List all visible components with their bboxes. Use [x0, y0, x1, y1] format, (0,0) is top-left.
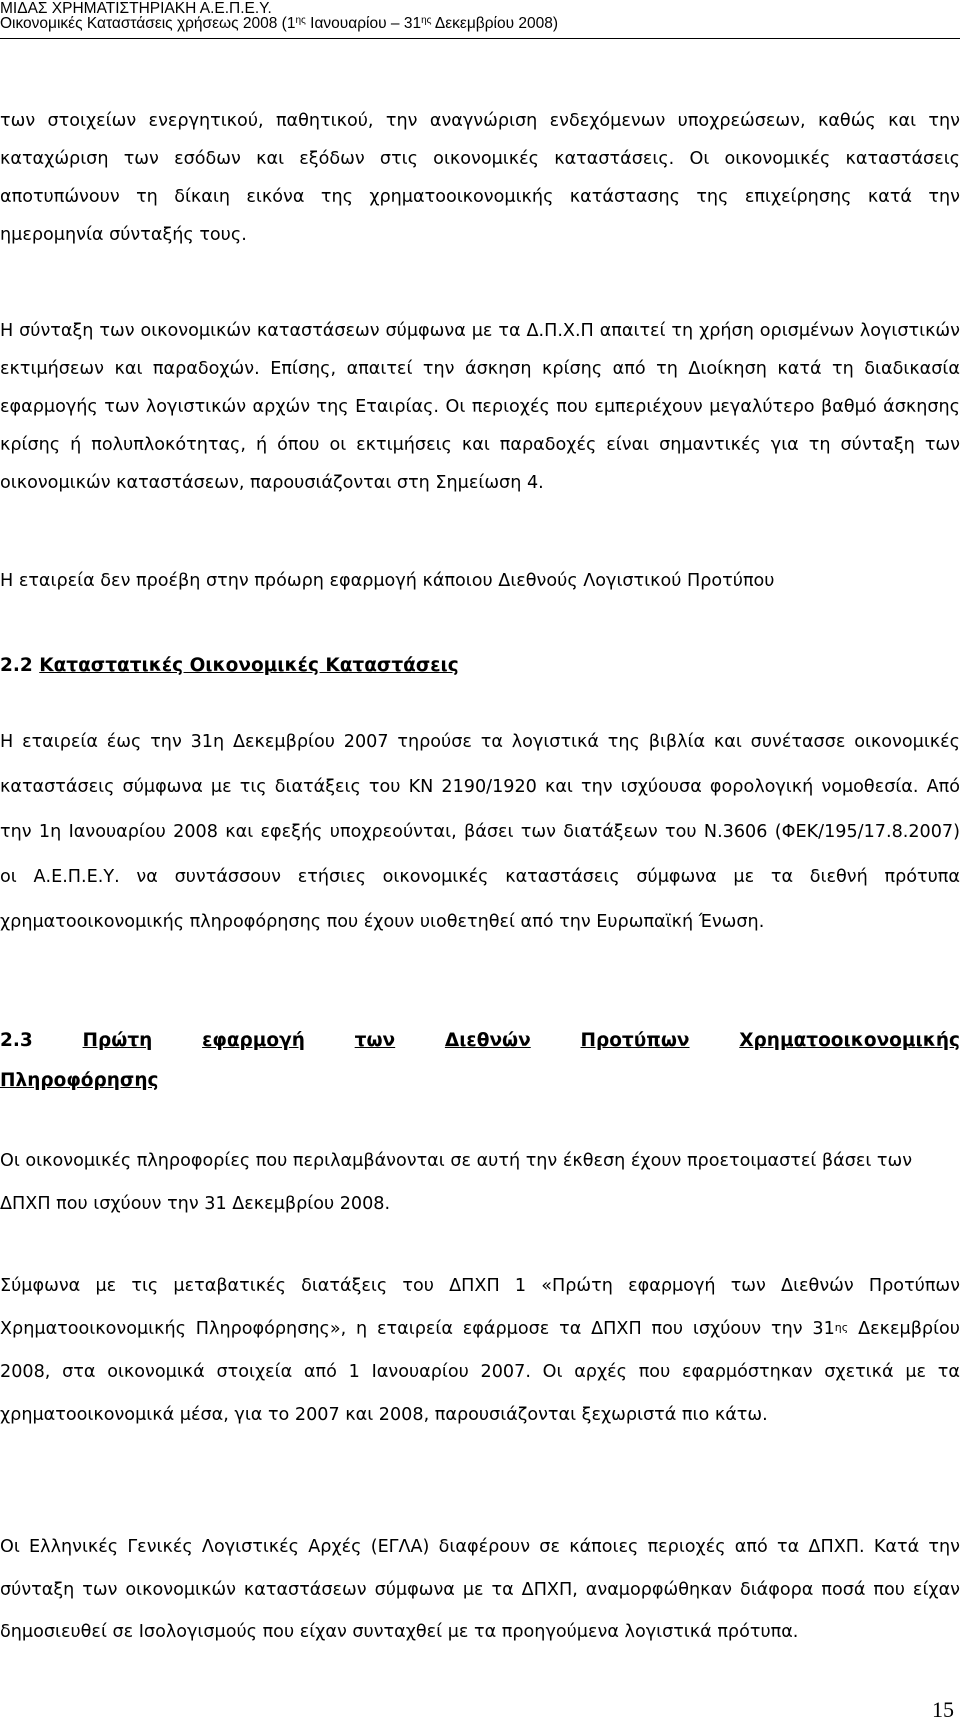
paragraph-ifrs-judgements: Η σύνταξη των οικονομικών καταστάσεων σύμφωνα με τα Δ.Π.Χ.Π απαιτεί τη χρήση ορισμένων λογιστικών εκτιμήσεων και παραδοχών. Επίσης, απαιτεί την άσκηση κρίσης από τη Διοίκηση κατά τη διαδικασία εφαρμογής των λογιστικών αρχών της Εταιρίας. Οι περιοχές που εμπεριέχουν μεγαλύτερο βαθμό άσκησης κρίσης ή πολυπλοκότητας, ή όπου οι εκτιμήσεις και παραδοχές είναι σημαντικές για τη σύνταξη των οικονομικών καταστάσεων, παρουσιάζονται στη Σημείωση 4.: [0, 321, 960, 493]
header-subtitle: Οικονομικές Καταστάσεις χρήσεως 2008 ($1^{\eta\varsigma}$ Ιανουαρίου – $31^{\eta\varsigma}$ Δεκεμβρίου 2008): [0, 15, 558, 32]
paragraph-ifrs-basis: Οι οικονομικές πληροφορίες που περιλαμβάνονται σε αυτή την έκθεση έχουν προετοιμαστεί βάσει των ΔΠΧΠ που ισχύουν την 31 Δεκεμβρίου 2008.: [0, 1151, 913, 1214]
header-divider: [0, 38, 960, 39]
section-heading-2-3: 2.3 Πρώτη εφαρμογή των Διεθνών Προτύπων Χρηματοοικονομικής Πληροφόρησης: [0, 1030, 960, 1091]
paragraph-statutory: Η εταιρεία έως την 31η Δεκεμβρίου 2007 τηρούσε τα λογιστικά της βιβλία και συνέτασσε οικονομικές καταστάσεις σύμφωνα με τις διατάξεις του ΚΝ 2190/1920 και την ισχύουσα φορολογική νομοθεσία. Από την 1η Ιανουαρίου 2008 και εφεξής υποχρεούνται, βάσει των διατάξεων του Ν.3606 (ΦΕΚ/195/17.8.2007) οι Α.Ε.Π.Ε.Υ. να συντάσσουν ετήσιες οικονομικές καταστάσεις σύμφωνα με τα διεθνή πρότυπα χρηματοοικονομικής πληροφόρησης που έχουν υιοθετηθεί από την Ευρωπαϊκή Ένωση.: [0, 732, 960, 932]
paragraph-early-adoption: Η εταιρεία δεν προέβη στην πρόωρη εφαρμογή κάποιου Διεθνούς Λογιστικού Προτύπου: [0, 571, 775, 591]
paragraph-gaap-differences: Οι Ελληνικές Γενικές Λογιστικές Αρχές (ΕΓΛΑ) διαφέρουν σε κάποιες περιοχές από τα ΔΠΧΠ. Κατά την σύνταξη των οικονομικών καταστάσεων σύμφωνα με τα ΔΠΧΠ, αναμορφώθηκαν διάφορα ποσά που είχαν δημοσιευθεί σε Ισολογισμούς που είχαν συνταχθεί με τα προηγούμενα λογιστικά πρότυπα.: [0, 1537, 960, 1642]
section-heading-2-2: 2.2 Καταστατικές Οικονομικές Καταστάσεις: [0, 655, 459, 676]
page-number: 15: [932, 1697, 954, 1722]
paragraph-estimates: των στοιχείων ενεργητικού, παθητικού, την αναγνώριση ενδεχόμενων υποχρεώσεων, καθώς και την καταχώριση των εσόδων και εξόδων στις οικονομικές καταστάσεις. Οι οικονομικές καταστάσεις αποτυπώνουν τη δίκαιη εικόνα της χρηματοοικονομικής κατάστασης της επιχείρησης κατά την ημερομηνία σύνταξής τους.: [0, 111, 960, 245]
header-company: ΜΙΔΑΣ ΧΡΗΜΑΤΙΣΤΗΡΙΑΚΗ Α.Ε.Π.Ε.Υ.: [0, 0, 272, 17]
paragraph-transition: Σύμφωνα με τις μεταβατικές διατάξεις του ΔΠΧΠ 1 «Πρώτη εφαρμογή των Διεθνών Προτύπων Χρηματοοικονομικής Πληροφόρησης», η εταιρεία εφάρμοσε τα ΔΠΧΠ που ισχύουν την $31^{\eta\varsigma}$ Δεκεμβρίου 2008, στα οικονομικά στοιχεία από 1 Ιανουαρίου 2007. Οι αρχές που εφαρμόστηκαν σχετικά με τα χρηματοοικονομικά μέσα, για το 2007 και 2008, παρουσιάζονται ξεχωριστά πιο κάτω.: [0, 1276, 960, 1425]
